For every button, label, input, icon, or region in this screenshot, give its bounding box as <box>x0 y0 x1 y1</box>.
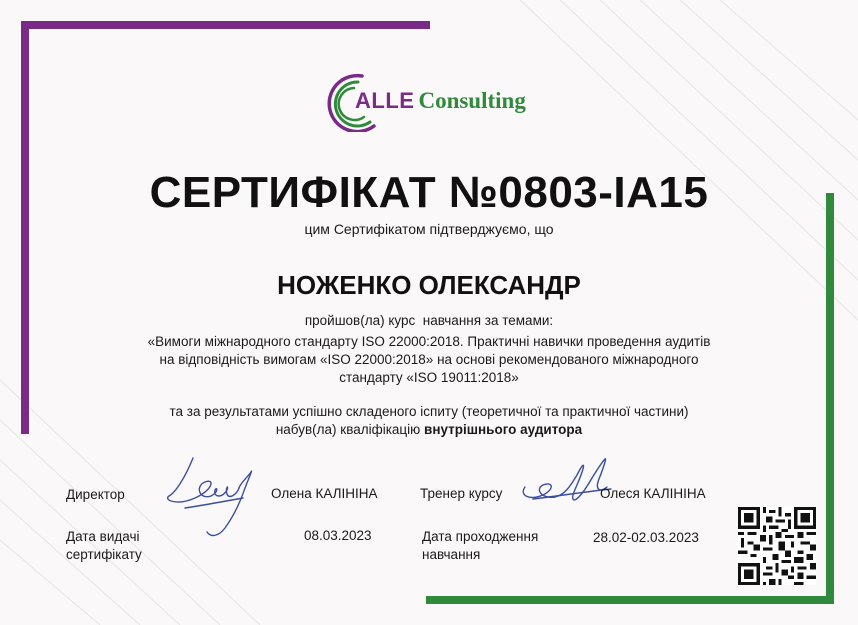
director-label: Директор <box>66 487 125 502</box>
trainer-name: Олеся КАЛІНІНА <box>600 486 706 501</box>
director-name: Олена КАЛІНІНА <box>271 486 378 501</box>
qualification-text <box>0 421 858 439</box>
frame-purple-top <box>21 21 430 29</box>
qr-code-icon[interactable] <box>738 507 816 585</box>
study-date: 28.02-02.03.2023 <box>593 530 699 545</box>
frame-green-bottom <box>426 596 834 604</box>
trainer-label: Тренер курсу <box>420 486 503 501</box>
qualification-prefix: набув(ла) кваліфікацію <box>275 422 425 437</box>
passed-course-text: пройшов(ла) курс навчання за темами: <box>304 313 554 328</box>
frame-green-right <box>826 193 834 603</box>
logo-main-text: ALLE <box>355 88 415 113</box>
issue-date-label: Дата видачі сертифікату <box>66 529 142 562</box>
exam-result-text: та за результатами успішно складеного іспиту (теоретичної та практичної частини) <box>169 404 689 419</box>
certificate-title: СЕРТИФІКАТ №0803-ІА15 <box>149 168 709 217</box>
qualification-title: внутрішнього аудитора <box>424 422 583 437</box>
certificate-subtitle: цим Сертифікатом підтверджуємо, що <box>304 221 554 237</box>
company-logo-text <box>355 88 526 114</box>
course-topic: «Вимоги міжнародного стандарту ISO 22000:2018. Практичні навички проведення аудитів на відповідність вимогам «ISO 22000:2018» на основі рекомендованого міжнародного стандарту «ISO 19011:2018» <box>147 334 711 385</box>
holder-name: НОЖЕНКО ОЛЕКСАНДР <box>277 270 581 300</box>
issue-date: 08.03.2023 <box>304 528 372 543</box>
logo-secondary-text: Consulting <box>418 88 526 113</box>
study-date-label: Дата проходження навчання <box>422 529 539 562</box>
